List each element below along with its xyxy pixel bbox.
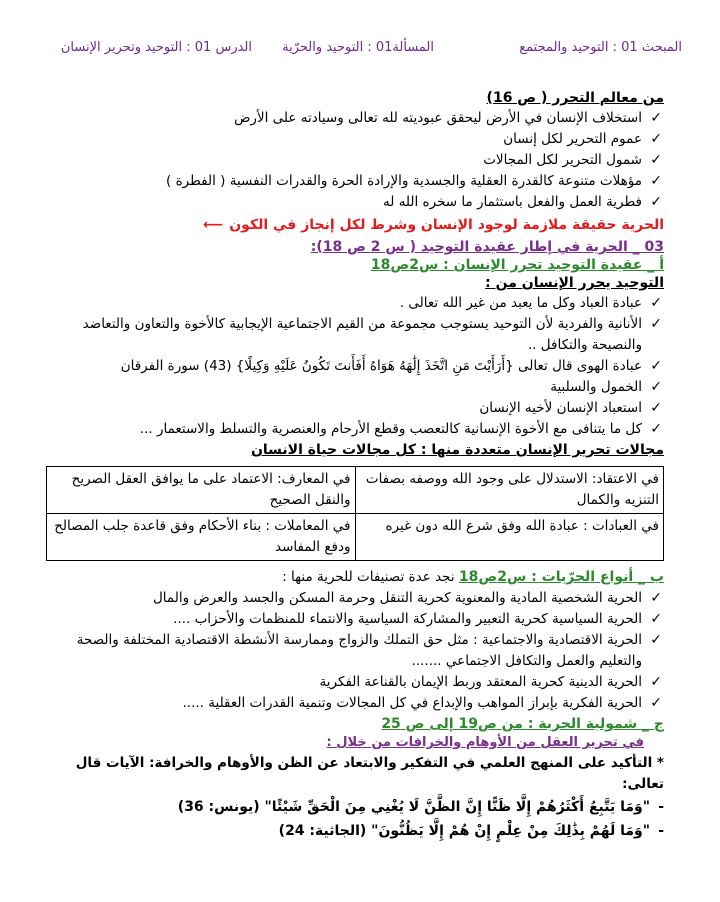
check-icon: ✓ xyxy=(650,173,662,189)
check-icon: ✓ xyxy=(650,295,662,311)
arrow-left-icon: ⟵ xyxy=(203,217,224,233)
table-row xyxy=(47,514,664,561)
table-cell: في المعاملات : بناء الأحكام وفق قاعدة جلب المصالح ودفع المفاسد xyxy=(47,514,356,561)
list-item: ✓ مؤهلات متنوعة كالقدرة العقلية والجسدية والإرادة الحرة والقدرات النفسية ( الفطرة ) xyxy=(44,171,664,192)
check-icon: ✓ xyxy=(650,316,662,332)
header-course: المبحث 01 : التوحيد والمجتمع xyxy=(519,40,682,55)
header-lesson: الدرس 01 : التوحيد وتحرير الإنسان xyxy=(60,40,252,55)
list-item: ✓ فطرية العمل والفعل باستثمار ما سخره الله له xyxy=(44,192,664,213)
verse-2: - "وَمَا لَهُمْ بِذَٰلِكَ مِنْ عِلْمٍ إِنْ هُمْ إِلَّا يَظُنُّونَ" (الجاثية: 24) xyxy=(278,823,664,839)
table-cell: في المعارف: الاعتماد على ما يوافق العقل الصريح والنقل الصحيح xyxy=(47,467,356,514)
check-icon: ✓ xyxy=(650,358,662,374)
verse-1: - "وَمَا يَتَّبِعُ أَكْثَرُهُمْ إِلَّا ظَنًّا إِنَّ الظَّنَّ لَا يُغْنِي مِنَ الْحَقِّ شَيْئًا" (يونس: 36) xyxy=(177,799,664,815)
table-cell: في العبادات : عبادة الله وفق شرع الله دون غيره xyxy=(355,514,664,561)
check-icon: ✓ xyxy=(650,379,662,395)
document-body xyxy=(44,88,664,843)
list-item: ✓ عبادة الهوى قال تعالى {أَرَأَيْتَ مَنِ اتَّخَذَ إِلَٰهَهُ هَوَاهُ أَفَأَنتَ تَكُونُ عَلَيْهِ وَكِيلًا} (43) سورة الفرقان xyxy=(44,356,664,377)
check-icon: ✓ xyxy=(650,152,662,168)
comprehensive-point: * التأكيد على المنهج العلمي في التفكير والابتعاد عن الظن والأوهام والخرافة: الآيات قال تعالى: xyxy=(75,755,664,792)
freedoms-intro: نجد عدة تصنيفات للحرية منها : xyxy=(282,569,455,585)
list-item: ✓ عموم التحرير لكل إنسان xyxy=(44,129,664,150)
check-icon: ✓ xyxy=(650,110,662,126)
comprehensive-title: ج _ شمولية الحرية : من ص19 إلى ص 25 xyxy=(381,716,664,732)
list-item: ✓ الحرية السياسية كحرية التعبير والمشاركة السياسية والانتماء للمنظمات والأحزاب .... xyxy=(44,609,664,630)
liberates-title: التوحيد يحرر الإنسان من : xyxy=(485,275,664,291)
list-item: ✓ الحرية الاقتصادية والاجتماعية : مثل حق التملك والزواج وممارسة الأنشطة الاقتصادية المختلفة والصحة والتعليم والعمل والتكافل الاجتماعي ....... xyxy=(76,632,662,669)
freedoms-title: ب _ أنواع الحرّيات : س2ص18 xyxy=(458,569,664,585)
section03-title: 03 _ الحرية في إطار عقيدة التوحيد ( س 2 ص 18): xyxy=(310,239,664,255)
list-item: ✓ شمول التحرير لكل المجالات xyxy=(44,150,664,171)
table-row xyxy=(47,467,664,514)
list-item: ✓ الحرية الفكرية بإبراز المواهب والإبداع في كل المجالات وتنمية القدرات العقلية ..... xyxy=(44,693,664,714)
check-icon: ✓ xyxy=(650,632,662,648)
list-item: ✓ الحرية الشخصية المادية والمعنوية كحرية التنقل وحرمة المسكن والجسد والعرض والمال xyxy=(44,588,664,609)
list-item: ✓ الحرية الدينية كحرية المعتقد وربط الإيمان بالقناعة الفكرية xyxy=(44,672,664,693)
check-icon: ✓ xyxy=(650,194,662,210)
check-icon: ✓ xyxy=(650,421,662,437)
highlight-statement: الحرية حقيقة ملازمة لوجود الإنسان وشرط لكل إنجاز في الكون⟵ xyxy=(44,213,664,237)
check-icon: ✓ xyxy=(650,674,662,690)
header-issue: المسألة01 : التوحيد والحرّية xyxy=(282,40,434,55)
list-item: ✓ الأنانية والفردية لأن التوحيد يستوجب مجموعة من القيم الاجتماعية الإيجابية كالأخوة والتعاون والتعاضد والنصيحة والتكافل .. xyxy=(82,316,662,353)
landmarks-list xyxy=(44,108,664,213)
list-item: ✓ الخمول والسلبية xyxy=(44,377,664,398)
comprehensive-sub: في تحرير العقل من الأوهام والخرافات من خلال : xyxy=(326,735,644,750)
liberates-list xyxy=(44,293,664,440)
check-icon: ✓ xyxy=(650,131,662,147)
list-item: ✓ استخلاف الإنسان في الأرض ليحقق عبوديته لله تعالى وسيادته على الأرض xyxy=(44,108,664,129)
check-icon: ✓ xyxy=(650,400,662,416)
domains-table xyxy=(46,466,664,561)
domains-title: مجالات تحرير الإنسان متعددة منها : كل مجالات حياة الانسان xyxy=(250,442,664,458)
check-icon: ✓ xyxy=(650,695,662,711)
list-item: ✓ عبادة العباد وكل ما يعبد من غير الله تعالى . xyxy=(44,293,664,314)
landmarks-title: من معالم التحرر ( ص 16) xyxy=(486,90,664,106)
freedoms-list xyxy=(44,588,664,714)
check-icon: ✓ xyxy=(650,590,662,606)
freedoms-heading xyxy=(44,567,664,588)
section03-sub-a: أ _ عقيدة التوحيد تحرر الإنسان : س2ص18 xyxy=(370,257,664,273)
check-icon: ✓ xyxy=(650,611,662,627)
table-cell: في الاعتقاد: الاستدلال على وجود الله ووصفه بصفات التنزيه والكمال xyxy=(355,467,664,514)
list-item: ✓ كل ما يتنافى مع الأخوة الإنسانية كالتعصب وقطع الأرحام والعنصرية والتسلط والاستعمار ... xyxy=(44,419,664,440)
list-item: ✓ استعباد الإنسان لأخيه الإنسان xyxy=(44,398,664,419)
